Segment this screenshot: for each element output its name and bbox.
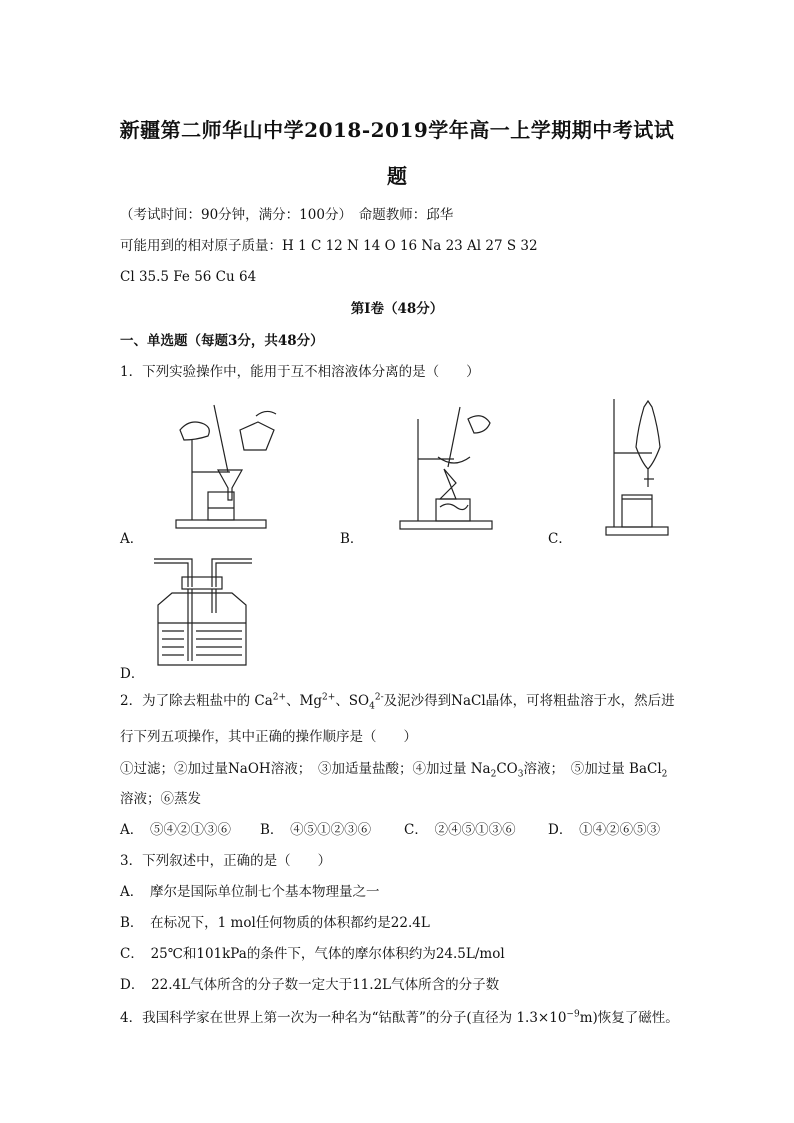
- q2-option-b: B． ④⑤①②③⑥: [260, 822, 372, 838]
- q2-ops-bacl-sub: 2: [661, 769, 668, 780]
- q3-option-b: B． 在标况下，1 mol任何物质的体积都约是22.4L: [120, 915, 430, 931]
- q1-figure-separatory-funnel: [604, 397, 672, 537]
- q2-ops-line2: 溶液；⑥蒸发: [120, 791, 201, 807]
- q3-stem: 3．下列叙述中，正确的是（ ）: [120, 853, 332, 869]
- q2-stem-line2: 行下列五项操作，其中正确的操作顺序是（ ）: [120, 729, 417, 745]
- exam-title-line2: 题: [387, 164, 407, 188]
- q3-option-d: D． 22.4L气体所含的分子数一定大于11.2L气体所含的分子数: [120, 977, 500, 993]
- q2-stem-line1: [120, 692, 675, 710]
- q4-stem: [120, 1009, 679, 1027]
- q1-option-c-label: C．: [548, 531, 572, 547]
- q2-ion-mg-charge: 2+: [322, 692, 336, 703]
- q2-ion-ca-charge: 2+: [272, 692, 287, 703]
- q3-option-c: C． 25℃和101kPa的条件下，气体的摩尔体积约为24.5L/mol: [120, 946, 505, 962]
- q3-option-a: A． 摩尔是国际单位制七个基本物理量之一: [120, 884, 380, 900]
- q2-ion-so: 、SO: [335, 693, 370, 709]
- q2-ion-mg: 、Mg: [286, 693, 323, 709]
- q4-stem-end: m)恢复了磁性。: [579, 1010, 679, 1026]
- q1-stem: 1．下列实验操作中，能用于互不相溶液体分离的是（ ）: [120, 364, 480, 380]
- q1-option-a-label: A．: [120, 531, 144, 547]
- q1-figure-filtration: [170, 400, 280, 532]
- q2-stem-continue: 及泥沙得到NaCl晶体，可将粗盐溶于水，然后进: [383, 693, 675, 709]
- q1-figure-gas-washing-bottle: [152, 557, 254, 669]
- q2-ops-text-c: 溶液； ⑤加过量 BaCl: [523, 761, 662, 777]
- q2-option-d: D． ①④②⑥⑤③: [548, 822, 661, 838]
- q2-ops-text-a: ①过滤；②加过量NaOH溶液； ③加适量盐酸；④加过量 Na: [120, 761, 491, 777]
- q2-ion-so-charge: 2-: [374, 692, 384, 703]
- volume-title: 第Ⅰ卷（48分）: [350, 301, 444, 317]
- q2-stem-start: 2．为了除去粗盐中的: [120, 693, 251, 709]
- q2-ion-so-subscript: 4: [369, 701, 375, 712]
- q1-option-b-label: B．: [340, 531, 364, 547]
- q2-ion-ca: Ca: [254, 693, 273, 709]
- q4-exponent: −9: [566, 1009, 580, 1020]
- q2-ops-co-sub: 3: [517, 769, 524, 780]
- q1-figure-evaporation: [398, 403, 498, 531]
- part-title: 一、单选题（每题3分，共48分）: [120, 333, 324, 349]
- q2-option-c: C． ②④⑤①③⑥: [404, 822, 516, 838]
- atomic-masses-line1: 可能用到的相对原子质量：H 1 C 12 N 14 O 16 Na 23 Al 27 S 32: [120, 238, 538, 254]
- exam-time-score: （考试时间：90分钟，满分：100分） 命题教师：邱华: [120, 207, 454, 223]
- q2-ops-text-b: CO: [496, 761, 518, 777]
- q2-ops-na-sub: 2: [490, 769, 497, 780]
- atomic-masses-line2: Cl 35.5 Fe 56 Cu 64: [120, 269, 257, 285]
- q2-option-a: A． ⑤④②①③⑥: [120, 822, 231, 838]
- q4-stem-start: 4．我国科学家在世界上第一次为一种名为“钴酞菁”的分子(直径为 1.3×10: [120, 1010, 567, 1026]
- q2-ops-line1: [120, 760, 667, 778]
- exam-title-line1: 新疆第二师华山中学2018-2019学年高一上学期期中考试试: [119, 118, 675, 142]
- q1-option-d-label: D．: [120, 666, 145, 682]
